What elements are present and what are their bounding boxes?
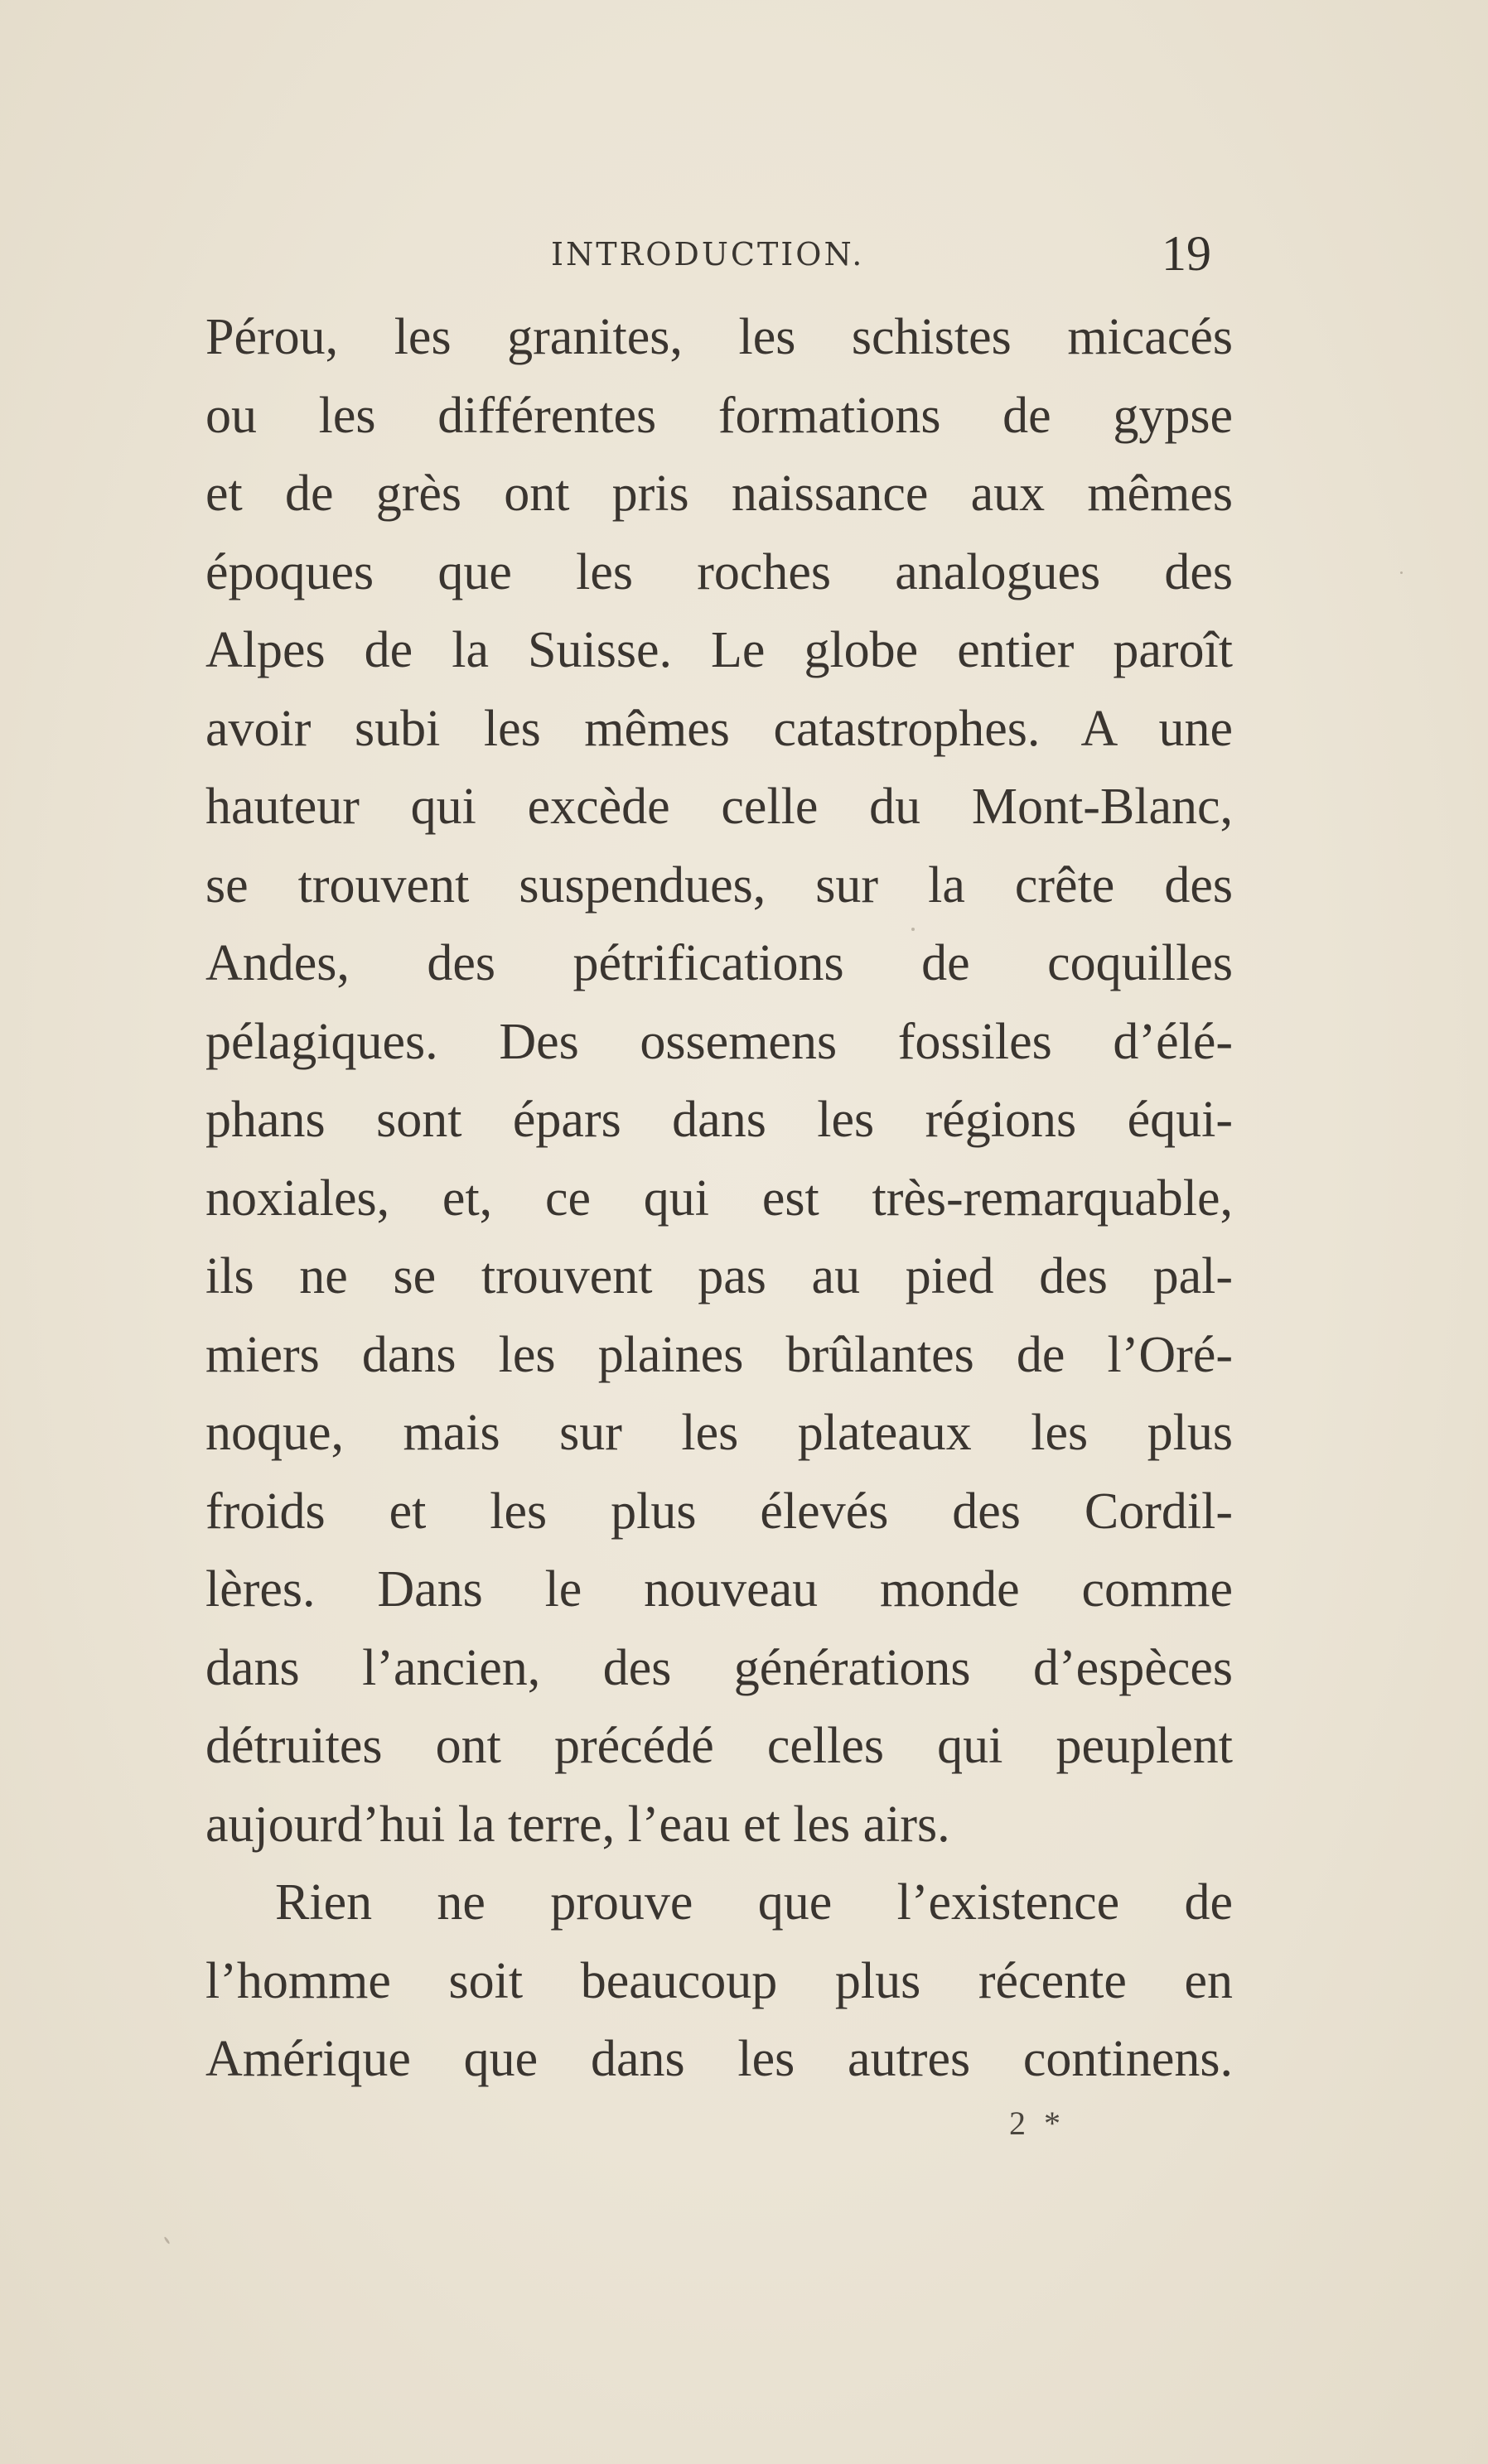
text-line: noxiales, et, ce qui est très-remarquable, <box>205 1169 1233 1227</box>
text-line: pélagiques. Des ossemens fossiles d’élé- <box>205 1013 1233 1070</box>
text-line: Pérou, les granites, les schistes micacés <box>205 309 1233 365</box>
running-head: INTRODUCTION. <box>551 236 865 272</box>
body-text <box>205 298 1233 2099</box>
paper-speck <box>911 928 915 931</box>
text-line: et de grès ont pris naissance aux mêmes <box>205 465 1233 522</box>
text-line: se trouvent suspendues, sur la crête des <box>205 856 1233 914</box>
text-line: lères. Dans le nouveau monde comme <box>205 1561 1233 1618</box>
text-line: détruites ont précédé celles qui peuplent <box>205 1718 1233 1774</box>
text-line: hauteur qui excède celle du Mont-Blanc, <box>205 779 1233 835</box>
text-line: époques que les roches analogues des <box>205 543 1233 600</box>
text-line: ou les différentes formations de gypse <box>205 387 1233 444</box>
text-line: miers dans les plaines brûlantes de l’Oré- <box>205 1326 1233 1383</box>
paper-speck <box>1400 571 1403 574</box>
text-line: Amérique que dans les autres continens. <box>205 2031 1233 2087</box>
text-line: Andes, des pétrifications de coquilles <box>205 935 1233 991</box>
text-line: avoir subi les mêmes catastrophes. A une <box>205 700 1233 757</box>
paper-speck <box>163 2236 170 2245</box>
page-number: 19 <box>1162 226 1211 281</box>
text-line: ils ne se trouvent pas au pied des pal- <box>205 1248 1233 1304</box>
text-line: dans l’ancien, des générations d’espèces <box>205 1639 1233 1696</box>
text-line: froids et les plus élevés des Cordil- <box>205 1483 1233 1540</box>
text-line: l’homme soit beaucoup plus récente en <box>205 1952 1233 2009</box>
paragraph-start-line: Rien ne prouve que l’existence de <box>275 1874 1233 1931</box>
text-line: Alpes de la Suisse. Le globe entier paroît <box>205 622 1233 678</box>
text-line: noque, mais sur les plateaux les plus <box>205 1405 1233 1461</box>
paragraph-end-line: aujourd’hui la terre, l’eau et les airs. <box>205 1796 950 1853</box>
text-line: phans sont épars dans les régions équi- <box>205 1092 1233 1148</box>
signature-mark: 2 * <box>1009 2105 1065 2142</box>
